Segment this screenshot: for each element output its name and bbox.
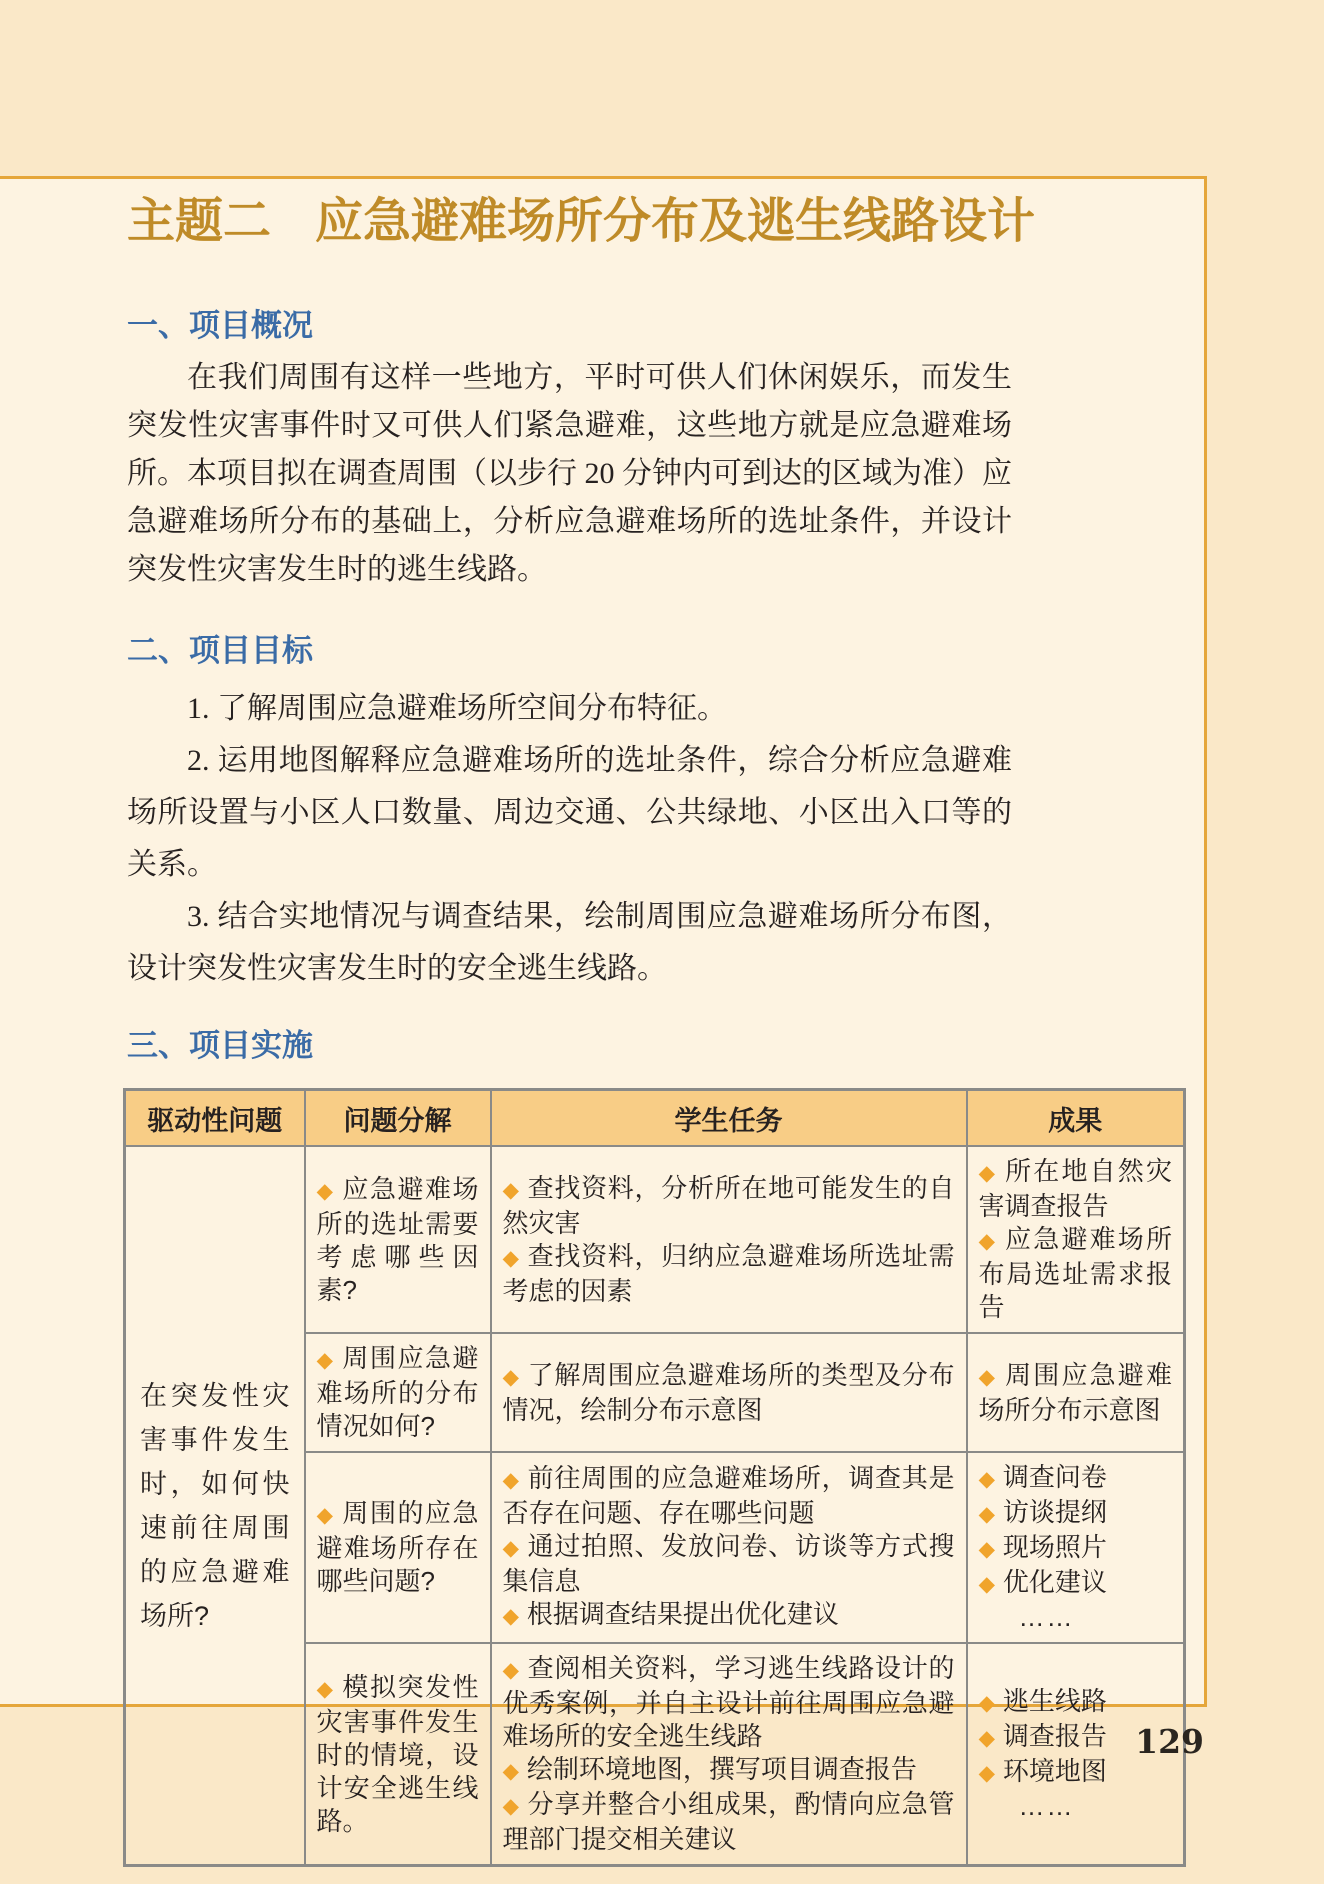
table-cell-item: ◆ 模拟突发性灾害事件发生时的情境，设计安全逃生线路。: [316, 1671, 479, 1836]
table-cell-item: ◆ 应急避难场所布局选址需求报告: [978, 1224, 1172, 1322]
project-table-body: [125, 1146, 1185, 1866]
outcomes-cell: [967, 1146, 1185, 1333]
table-cell-item: ◆ 周围的应急避难场所存在哪些问题?: [316, 1498, 479, 1596]
overview-paragraph: 在我们周围有这样一些地方，平时可供人们休闲娱乐，而发生突发性灾害事件时又可供人们紧急避难，这些地方就是应急避难场所。本项目拟在调查周围（以步行 20 分钟内可到达的区域为准）应急避难场所分布的基础上，分析应急避难场所的选址条件，并设计突发性灾害发生时的逃生线路。: [127, 361, 1012, 586]
table-cell-item: ◆ 查阅相关资料，学习逃生线路设计的优秀案例，并自主设计前往周围应急避难场所的安全逃生线路: [502, 1653, 955, 1751]
decomposition-cell: [305, 1146, 491, 1333]
outcomes-cell: [967, 1333, 1185, 1452]
diamond-bullet-icon: ◆: [502, 1364, 520, 1389]
table-cell-item: ◆ 前往周围的应急避难场所，调查其是否存在问题、存在哪些问题: [502, 1463, 955, 1528]
student-tasks-cell: [491, 1146, 967, 1333]
driving-question-cell: 在突发性灾害事件发生时，如何快速前往周围的应急避难场所?: [125, 1146, 305, 1866]
decomposition-cell: [305, 1643, 491, 1866]
table-cell-item: ◆ 访谈提纲: [978, 1497, 1107, 1527]
diamond-bullet-icon: ◆: [978, 1502, 995, 1526]
diamond-bullet-icon: ◆: [316, 1348, 335, 1372]
table-cell-item: ◆ 应急避难场所的选址需要考虑哪些因素?: [316, 1173, 479, 1305]
page-title-main: 应急避难场所分布及逃生线路设计: [315, 193, 1036, 249]
section-heading-goals: 二、项目目标: [127, 633, 313, 668]
table-header: [125, 1090, 1185, 1147]
table-cell-item: ◆ 根据调查结果提出优化建议: [502, 1599, 839, 1629]
decomposition-cell: [305, 1333, 491, 1452]
diamond-bullet-icon: ◆: [978, 1572, 995, 1596]
diamond-bullet-icon: ◆: [978, 1364, 998, 1389]
table-cell-item: ◆ 环境地图: [978, 1756, 1107, 1786]
student-tasks-cell: [491, 1333, 967, 1452]
project-implementation-table: [123, 1088, 1186, 1867]
diamond-bullet-icon: ◆: [978, 1537, 995, 1561]
table-cell-item: ◆ 查找资料，归纳应急避难场所选址需考虑的因素: [502, 1240, 955, 1306]
goal-item: 1. 了解周围应急避难场所空间分布特征。: [187, 692, 727, 725]
table-cell-item: ◆ 优化建议: [978, 1567, 1107, 1597]
table-cell-item: ◆ 调查报告: [978, 1721, 1107, 1751]
diamond-bullet-icon: ◆: [978, 1229, 998, 1253]
section-heading-overview: 一、项目概况: [127, 308, 313, 343]
diamond-bullet-icon: ◆: [502, 1658, 520, 1682]
table-row: [125, 1146, 1185, 1333]
diamond-bullet-icon: ◆: [502, 1759, 519, 1783]
section-heading-implementation: 三、项目实施: [127, 1028, 313, 1063]
table-cell-item: ◆ 现场照片: [978, 1532, 1107, 1562]
decomposition-cell: [305, 1452, 491, 1643]
column-header-outcomes: 成果: [967, 1090, 1185, 1147]
table-cell-item: ◆ 逃生线路: [978, 1686, 1107, 1716]
outcomes-cell: [967, 1452, 1185, 1643]
ellipsis-line: ……: [1018, 1791, 1075, 1821]
student-tasks-cell: [491, 1452, 967, 1643]
goal-item: 3. 结合实地情况与调查结果，绘制周围应急避难场所分布图，设计突发性灾害发生时的安全逃生线路。: [127, 900, 1012, 985]
diamond-bullet-icon: ◆: [502, 1245, 520, 1270]
column-header-driving-question: 驱动性问题: [125, 1090, 305, 1147]
diamond-bullet-icon: ◆: [502, 1468, 520, 1492]
diamond-bullet-icon: ◆: [316, 1178, 335, 1203]
table-cell-item: ◆ 通过拍照、发放问卷、访谈等方式搜集信息: [502, 1531, 955, 1596]
diamond-bullet-icon: ◆: [502, 1177, 520, 1202]
column-header-student-tasks: 学生任务: [491, 1090, 967, 1147]
diamond-bullet-icon: ◆: [316, 1676, 335, 1701]
column-header-decomposition: 问题分解: [305, 1090, 491, 1147]
diamond-bullet-icon: ◆: [978, 1161, 998, 1185]
page-number: 129: [1135, 1722, 1204, 1761]
table-cell-item: ◆ 了解周围应急避难场所的类型及分布情况，绘制分布示意图: [502, 1359, 955, 1425]
diamond-bullet-icon: ◆: [502, 1604, 519, 1628]
goal-item: 2. 运用地图解释应急避难场所的选址条件，综合分析应急避难场所设置与小区人口数量、周边交通、公共绿地、小区出入口等的关系。: [127, 744, 1012, 881]
table-cell-item: ◆ 周围应急避难场所分布示意图: [978, 1359, 1172, 1425]
diamond-bullet-icon: ◆: [316, 1503, 335, 1527]
diamond-bullet-icon: ◆: [502, 1536, 520, 1560]
diamond-bullet-icon: ◆: [978, 1691, 995, 1715]
table-cell-item: ◆ 查找资料，分析所在地可能发生的自然灾害: [502, 1172, 955, 1238]
table-cell-item: ◆ 所在地自然灾害调查报告: [978, 1156, 1172, 1221]
panel-content: [0, 179, 1204, 1867]
page-title: [127, 193, 1204, 249]
diamond-bullet-icon: ◆: [978, 1726, 995, 1750]
ellipsis-line: ……: [1018, 1602, 1075, 1632]
table-cell-item: ◆ 周围应急避难场所的分布情况如何?: [316, 1343, 479, 1441]
table-cell-item: ◆ 绘制环境地图，撰写项目调查报告: [502, 1754, 917, 1784]
student-tasks-cell: [491, 1643, 967, 1866]
table-cell-item: ◆ 调查问卷: [978, 1462, 1107, 1492]
diamond-bullet-icon: ◆: [978, 1467, 995, 1491]
page-title-prefix: 主题二: [127, 193, 272, 249]
table-cell-item: ◆ 分享并整合小组成果，酌情向应急管理部门提交相关建议: [502, 1789, 955, 1854]
diamond-bullet-icon: ◆: [502, 1794, 520, 1818]
diamond-bullet-icon: ◆: [978, 1761, 995, 1785]
